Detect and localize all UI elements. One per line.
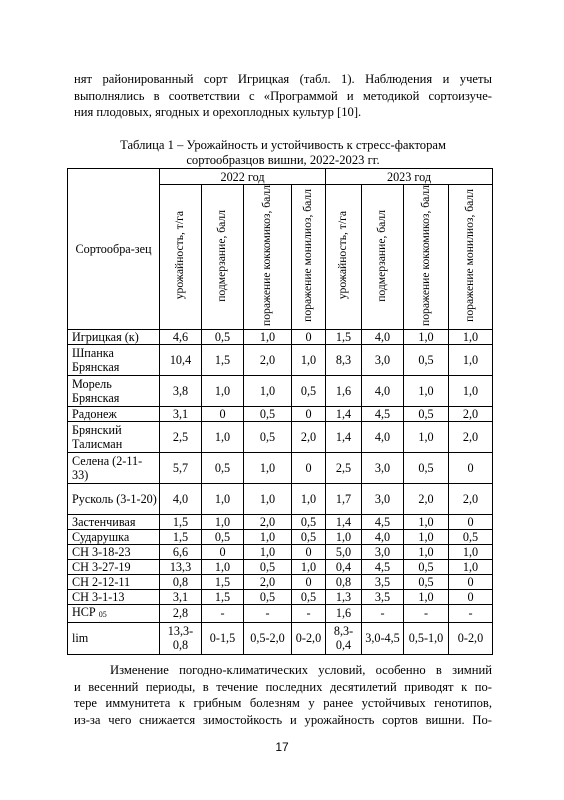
table-cell: 1,0 [244,375,292,406]
table-cell: 5,0 [326,544,362,559]
table-cell: 1,0 [449,344,493,375]
table-cell: 1,5 [326,329,362,344]
table-cell: 3,8 [160,375,202,406]
table-cell: 4,0 [362,329,404,344]
table-cell: 1,0 [292,344,326,375]
table-row [68,574,493,589]
outro-line: и весенний периоды, в течение последних десятилетий приводят к по- [74,679,492,694]
table-cell: 1,0 [244,529,292,544]
variety-name [68,529,160,544]
table-cell: 1,4 [326,514,362,529]
table-cell: 1,0 [292,559,326,574]
table-cell: 1,3 [326,589,362,604]
column-header-label: поражение монилиоз, балл [301,189,315,322]
table-cell: 0,5 [244,406,292,421]
table-cell: 1,0 [244,483,292,514]
table-cell: 1,0 [404,529,449,544]
table-cell: 4,0 [362,529,404,544]
table-cell: 8,3-0,4 [326,622,362,654]
table-cell: 0,8 [326,574,362,589]
table-cell: 2,0 [449,421,493,452]
intro-paragraph [74,71,492,121]
variety-name [68,514,160,529]
variety-name [68,574,160,589]
table-cell: 13,3-0,8 [160,622,202,654]
variety-name-text: НСР [72,604,96,619]
table-cell: 1,0 [449,329,493,344]
yield-table [67,168,493,655]
table-cell: 1,5 [202,589,244,604]
table-cell: 1,5 [202,344,244,375]
variety-name-text: Радонеж [72,406,117,421]
intro-line: выполнялись в соответствии с «Программой и методикой сортоизуче- [74,88,492,103]
caption-line: сортообразцов вишни, 2022-2023 гг. [186,153,380,167]
table-cell: 0,5 [244,421,292,452]
column-header-label: поражение коккомикоз, балл [260,185,274,326]
outro-line: Изменение погодно-климатических условий, особенно в зимний [110,663,492,677]
column-header-label: поражение монилиоз, балл [463,189,477,322]
year-header-2022: 2022 год [160,169,326,185]
table-cell: 3,0 [362,344,404,375]
table-cell: 1,0 [244,329,292,344]
outro-paragraph [74,662,492,728]
column-header [160,185,202,330]
table-cell: 13,3 [160,559,202,574]
table-cell: 0-1,5 [202,622,244,654]
table-row [68,375,493,406]
table-cell: 3,1 [160,406,202,421]
column-header-label: урожайность, т/га [336,211,350,300]
table-cell: - [362,604,404,622]
variety-name [68,544,160,559]
table-cell: 2,5 [326,452,362,483]
table-row [68,529,493,544]
column-header-label: подмерзание, балл [215,209,229,302]
table-cell: 3,1 [160,589,202,604]
subscript: 05 [98,609,107,619]
table-cell: 1,0 [202,375,244,406]
table-cell: 1,0 [404,329,449,344]
table-row [68,589,493,604]
table-cell: 0 [292,574,326,589]
variety-name-text: lim [72,631,89,646]
outro-line: тере иммунитета к грибным болезням у ранее устойчивых генотипов, [74,696,492,710]
table-cell: 0,5 [292,529,326,544]
table-cell: 4,0 [362,375,404,406]
table-row [68,344,493,375]
page-number: 17 [275,740,289,754]
table-cell: 6,6 [160,544,202,559]
table-cell: 1,0 [404,375,449,406]
table-cell: 3,5 [362,589,404,604]
table-cell: 0,5 [292,589,326,604]
table-row [68,514,493,529]
variety-name-text: Шпанка Брянская [72,345,120,374]
table-row [68,483,493,514]
variety-name-text: СН 3-27-19 [72,559,131,574]
table-cell: 0,5 [404,406,449,421]
table-cell: 1,4 [326,406,362,421]
column-header [404,185,449,330]
table-cell: 0 [292,406,326,421]
table-row [68,406,493,421]
variety-name [68,604,160,622]
table-cell: 1,5 [160,514,202,529]
table-cell: 1,4 [326,421,362,452]
column-header [244,185,292,330]
table-cell: - [404,604,449,622]
table-cell: 0,5-1,0 [404,622,449,654]
table-cell: - [244,604,292,622]
table-cell: 0 [202,544,244,559]
table-cell: 1,0 [449,559,493,574]
table-cell: 1,0 [404,514,449,529]
variety-name-text: СН 3-1-13 [72,589,125,604]
table-cell: 0,5 [244,589,292,604]
variety-name-text: СН 2-12-11 [72,574,131,589]
table-cell: 3,0 [362,483,404,514]
table-row [68,421,493,452]
table-cell: 0,5 [449,529,493,544]
table-cell: 1,0 [244,452,292,483]
table-cell: 0-2,0 [292,622,326,654]
variety-name-text: Игрицкая (к) [72,329,139,344]
table-cell: 0,5 [202,329,244,344]
variety-name [68,483,160,514]
year-header-2023: 2023 год [326,169,493,185]
variety-name-text: Застенчивая [72,514,136,529]
variety-name [68,329,160,344]
table-cell: 1,0 [404,589,449,604]
table-cell: 2,0 [449,483,493,514]
table-cell: 3,0-4,5 [362,622,404,654]
table-cell: 1,0 [202,559,244,574]
table-cell: - [292,604,326,622]
table-cell: - [449,604,493,622]
variety-name [68,344,160,375]
variety-name [68,375,160,406]
table-row [68,559,493,574]
variety-name-text: Русколь (3-1-20) [72,491,157,506]
table-cell: 4,5 [362,514,404,529]
variety-name-text: Селена (2-11-33) [72,453,143,482]
variety-name [68,406,160,421]
table-cell: 2,0 [244,344,292,375]
table-row [68,604,493,622]
table-cell: 3,0 [362,544,404,559]
table-cell: 0,8 [160,574,202,589]
table-caption [60,138,506,168]
table-cell: 0,5 [404,559,449,574]
table-cell: 0 [449,514,493,529]
table-cell: 3,5 [362,574,404,589]
variety-name [68,559,160,574]
table-cell: 2,0 [404,483,449,514]
table-cell: 3,0 [362,452,404,483]
table-cell: 1,0 [202,421,244,452]
table-cell: 1,0 [202,483,244,514]
table-row [68,452,493,483]
table-cell: 2,0 [292,421,326,452]
table-cell: 0,4 [326,559,362,574]
table-row [68,329,493,344]
column-header-label: урожайность, т/га [173,211,187,300]
table-cell: 4,0 [160,483,202,514]
table-cell: 1,0 [449,544,493,559]
table-cell: 0 [292,544,326,559]
table-cell: 1,7 [326,483,362,514]
intro-line: нят районированный сорт Игрицкая (табл. 1). Наблюдения и учеты [74,72,492,86]
table-cell: 2,5 [160,421,202,452]
table-cell: 1,5 [202,574,244,589]
column-header [292,185,326,330]
table-cell: 1,6 [326,375,362,406]
table-cell: 0,5-2,0 [244,622,292,654]
table-cell: 0,5 [244,559,292,574]
table-cell: 0 [449,452,493,483]
variety-name-text: Сударушка [72,529,130,544]
variety-name [68,622,160,654]
table-cell: 4,6 [160,329,202,344]
variety-name-text: СН 3-18-23 [72,544,131,559]
variety-name [68,589,160,604]
column-header-label: подмерзание, балл [375,209,389,302]
table-cell: 2,0 [449,406,493,421]
column-header [449,185,493,330]
variety-name-text: Брянский Талисман [72,422,123,451]
intro-line: ния плодовых, ягодных и орехоплодных культур [10]. [74,105,362,119]
table-cell: 1,6 [326,604,362,622]
table-cell: 1,0 [326,529,362,544]
table-cell: 1,0 [292,483,326,514]
table-cell: 10,4 [160,344,202,375]
table-cell: 1,0 [404,544,449,559]
table-cell: 1,5 [160,529,202,544]
table-cell: 0 [449,589,493,604]
table-cell: 0,5 [292,375,326,406]
table-cell: 0,5 [404,344,449,375]
variety-name-text: Морель Брянская [72,376,120,405]
table-cell: 0,5 [202,529,244,544]
column-header [362,185,404,330]
table-cell: 0,5 [202,452,244,483]
column-header [202,185,244,330]
table-cell: 1,0 [404,421,449,452]
table-cell: 5,7 [160,452,202,483]
table-cell: 4,5 [362,559,404,574]
table-cell: 2,0 [244,514,292,529]
column-header [326,185,362,330]
table-cell: 4,0 [362,421,404,452]
table-cell: 1,0 [244,544,292,559]
table-cell: 0-2,0 [449,622,493,654]
column-header-label: поражение коккомикоз, балл [418,185,432,326]
caption-line: Таблица 1 – Урожайность и устойчивость к стресс-факторам [120,138,446,152]
variety-name [68,421,160,452]
variety-name [68,452,160,483]
table-cell: 2,0 [244,574,292,589]
table-cell: - [202,604,244,622]
outro-line: из-за чего снижается зимостойкость и урожайность сортов вишни. По- [74,712,492,727]
table-cell: 0,5 [404,452,449,483]
table-cell: 0,5 [292,514,326,529]
table-cell: 0 [202,406,244,421]
table-cell: 1,0 [202,514,244,529]
table-cell: 8,3 [326,344,362,375]
variety-header: Сортообра-зец [68,169,160,330]
table-row [68,622,493,654]
table-row [68,544,493,559]
table-cell: 0 [449,574,493,589]
table-cell: 2,8 [160,604,202,622]
table-cell: 4,5 [362,406,404,421]
table-cell: 0,5 [404,574,449,589]
table-cell: 1,0 [449,375,493,406]
table-cell: 0 [292,329,326,344]
table-cell: 0 [292,452,326,483]
